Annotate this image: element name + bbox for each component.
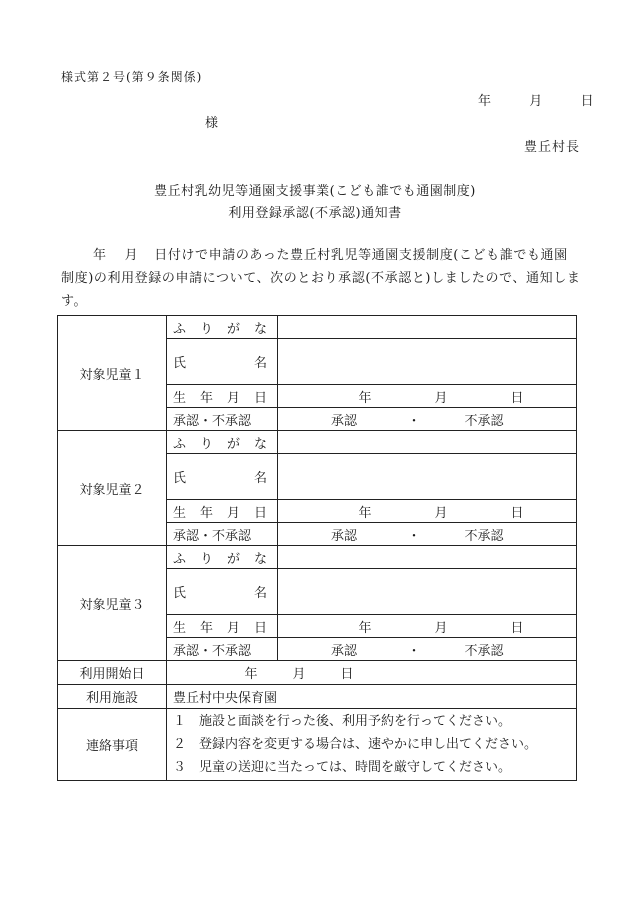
issue-date: [478, 90, 594, 109]
birthdate-label: [167, 615, 278, 638]
furigana-char: り: [199, 551, 213, 567]
date-day: 日: [580, 94, 594, 109]
name-char: 氏: [173, 356, 187, 371]
furigana-field[interactable]: [278, 431, 577, 454]
birthdate-char: 年: [199, 620, 213, 636]
facility-value: 豊丘村中央保育園: [167, 685, 577, 709]
name-label: [167, 339, 278, 385]
ymd-char: 年: [358, 620, 372, 636]
approval-field[interactable]: [278, 408, 577, 431]
furigana-char: ふ: [173, 436, 187, 452]
ymd-char: 日: [510, 390, 524, 406]
reject-option: 不承認: [464, 528, 504, 544]
date-month: 月: [529, 94, 543, 109]
name-char: 名: [253, 471, 267, 486]
notes-row: [58, 709, 577, 781]
birthdate-char: 日: [253, 390, 267, 406]
ymd-char: 年: [358, 505, 372, 521]
birthdate-char: 年: [199, 505, 213, 521]
birthdate-char: 生: [173, 505, 187, 521]
approve-option: 承認: [330, 413, 357, 429]
birthdate-field[interactable]: [278, 615, 577, 638]
body-paragraph: 日付けで申請のあった豊丘村乳児等通園支援制度(こども誰でも通園制度)の利用登録の申請について、次のとおり承認(不承認と)しましたので、通知します。: [61, 248, 581, 309]
birthdate-field[interactable]: [278, 500, 577, 523]
birthdate-char: 月: [226, 390, 240, 406]
child-furigana-row: [58, 431, 577, 454]
approval-label: 承認・不承認: [167, 523, 278, 546]
approval-field[interactable]: [278, 523, 577, 546]
birthdate-char: 日: [253, 505, 267, 521]
start-date-day: 日: [340, 667, 354, 682]
child-furigana-row: [58, 546, 577, 569]
furigana-char: な: [253, 436, 267, 452]
start-date-field[interactable]: [167, 661, 577, 685]
birthdate-char: 日: [253, 620, 267, 636]
ymd-char: 月: [434, 505, 448, 521]
furigana-char: な: [253, 321, 267, 337]
furigana-label: [167, 546, 278, 569]
approval-label: 承認・不承認: [167, 638, 278, 661]
birthdate-field[interactable]: [278, 385, 577, 408]
furigana-char: ふ: [173, 551, 187, 567]
birthdate-char: 生: [173, 620, 187, 636]
notes-content: [167, 709, 577, 781]
name-char: 名: [253, 356, 267, 371]
name-char: 氏: [173, 586, 187, 601]
notes-label: 連絡事項: [58, 709, 167, 781]
birthdate-label: [167, 500, 278, 523]
form-number: 様式第２号(第９条関係): [61, 70, 203, 84]
child-label: 対象児童３: [58, 546, 167, 661]
furigana-label: [167, 316, 278, 339]
body-text: [61, 244, 581, 313]
reject-option: 不承認: [464, 413, 504, 429]
birthdate-char: 月: [226, 620, 240, 636]
note-item: ２ 登録内容を変更する場合は、速やかに申し出てください。: [173, 737, 538, 752]
ymd-char: 月: [434, 620, 448, 636]
document-title-line1: 豊丘村乳幼児等通園支援事業(こども誰でも通園制度): [154, 184, 476, 199]
furigana-char: な: [253, 551, 267, 567]
facility-row: [58, 685, 577, 709]
name-label: [167, 569, 278, 615]
approval-label: 承認・不承認: [167, 408, 278, 431]
name-field[interactable]: [278, 569, 577, 615]
furigana-char: が: [226, 436, 240, 452]
ymd-char: 年: [358, 390, 372, 406]
registration-table: [57, 315, 577, 781]
furigana-field[interactable]: [278, 546, 577, 569]
start-date-year: 年: [244, 667, 258, 682]
ymd-char: 日: [510, 505, 524, 521]
furigana-field[interactable]: [278, 316, 577, 339]
birthdate-char: 年: [199, 390, 213, 406]
ymd-char: 月: [434, 390, 448, 406]
birthdate-label: [167, 385, 278, 408]
furigana-label: [167, 431, 278, 454]
approval-field[interactable]: [278, 638, 577, 661]
name-char: 氏: [173, 471, 187, 486]
ymd-char: 日: [510, 620, 524, 636]
date-year: 年: [478, 94, 492, 109]
child-furigana-row: [58, 316, 577, 339]
child-label: 対象児童２: [58, 431, 167, 546]
name-field[interactable]: [278, 339, 577, 385]
approval-separator: ・: [407, 643, 421, 659]
reject-option: 不承認: [464, 643, 504, 659]
name-label: [167, 454, 278, 500]
addressee-suffix: 様: [205, 116, 219, 131]
furigana-char: が: [226, 551, 240, 567]
furigana-char: り: [199, 436, 213, 452]
note-item: ３ 児童の送迎に当たっては、時間を厳守してください。: [173, 760, 512, 775]
body-date-year: 年: [93, 248, 107, 263]
furigana-char: り: [199, 321, 213, 337]
note-item: １ 施設と面談を行った後、利用予約を行ってください。: [173, 714, 512, 729]
approve-option: 承認: [330, 528, 357, 544]
furigana-char: ふ: [173, 321, 187, 337]
birthdate-char: 月: [226, 505, 240, 521]
start-date-month: 月: [292, 667, 306, 682]
name-char: 名: [253, 586, 267, 601]
approval-separator: ・: [407, 528, 421, 544]
document-title-line2: 利用登録承認(不承認)通知書: [228, 206, 402, 221]
issuer: 豊丘村長: [524, 140, 581, 155]
child-label: 対象児童１: [58, 316, 167, 431]
birthdate-char: 生: [173, 390, 187, 406]
approve-option: 承認: [330, 643, 357, 659]
furigana-char: が: [226, 321, 240, 337]
approval-separator: ・: [407, 413, 421, 429]
start-date-label: 利用開始日: [58, 661, 167, 685]
body-date-month: 月: [124, 248, 139, 263]
name-field[interactable]: [278, 454, 577, 500]
start-date-row: [58, 661, 577, 685]
facility-label: 利用施設: [58, 685, 167, 709]
